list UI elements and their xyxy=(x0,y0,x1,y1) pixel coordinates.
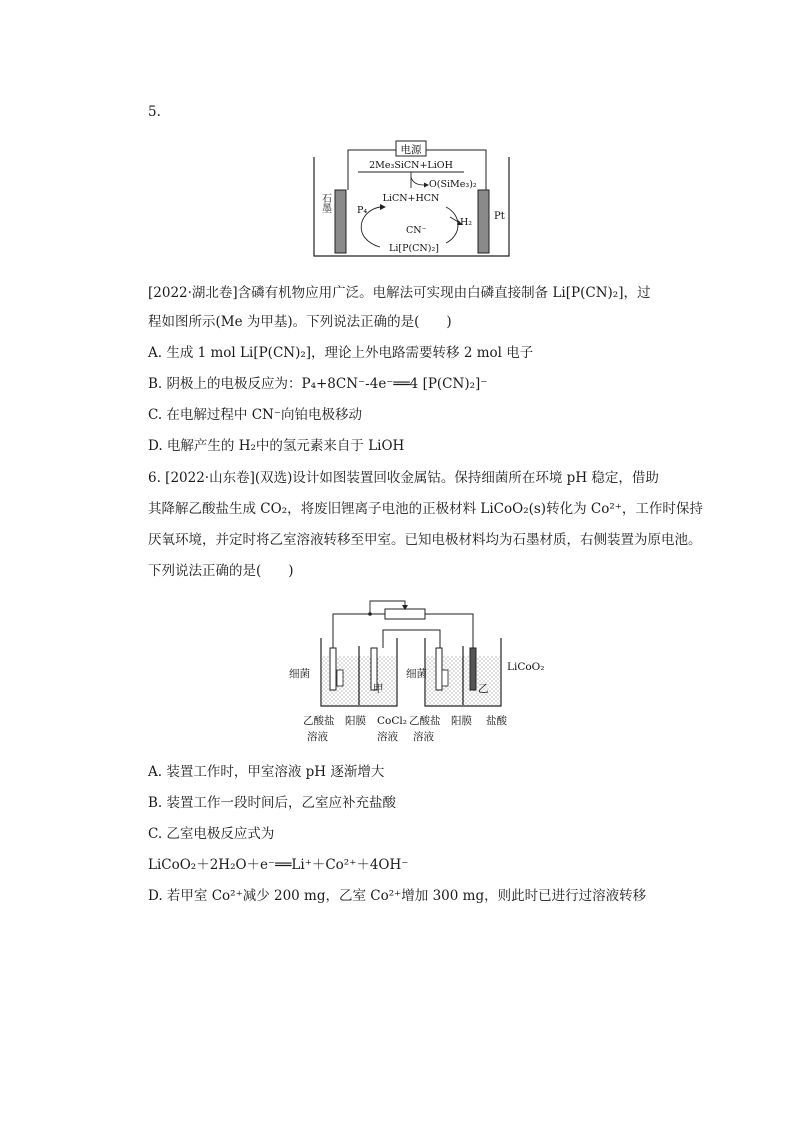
jia-label: 甲 xyxy=(373,683,384,695)
electrolysis-figure xyxy=(300,135,522,261)
q5-option-b: B. 阴极上的电极反应为：P₄+8CN⁻-4e⁻══4 [P(CN)₂]⁻ xyxy=(148,376,488,392)
left-anode xyxy=(330,648,336,690)
cn-label: CN⁻ xyxy=(406,225,427,236)
intermediate-label: LiCN+HCN xyxy=(382,193,440,204)
yi-label: 乙 xyxy=(478,683,489,695)
graphite-electrode xyxy=(335,190,346,253)
right-cathode xyxy=(470,648,476,690)
right-anode xyxy=(436,648,442,690)
question-5-number: 5. xyxy=(148,104,161,120)
cobalt-recovery-figure xyxy=(285,598,545,748)
q5-option-a: A. 生成 1 mol Li[P(CN)₂]，理论上外电路需要转移 2 mol 电子 xyxy=(148,345,534,361)
cocl2-label-2: 溶液 xyxy=(377,731,398,743)
q6-stem-line-4: 下列说法正确的是( ) xyxy=(148,563,294,579)
q6-option-b: B. 装置工作一段时间后，乙室应补充盐酸 xyxy=(148,795,397,811)
q5-option-c: C. 在电解过程中 CN⁻向铂电极移动 xyxy=(148,407,362,423)
bacteria-right-label: 细菌 xyxy=(406,668,427,680)
left-electrode-label: 石墨 xyxy=(319,193,331,213)
hcl-label: 盐酸 xyxy=(486,715,507,727)
p4-label: P₄ xyxy=(357,205,368,216)
q6-option-d: D. 若甲室 Co²⁺减少 200 mg，乙室 Co²⁺增加 300 mg，则此时已进行过溶液转移 xyxy=(148,888,647,904)
pt-electrode xyxy=(478,190,489,253)
q6-option-c: C. 乙室电极反应式为 xyxy=(148,826,275,842)
membrane-left-label: 阳膜 xyxy=(345,715,366,727)
q6-stem-line-1: 6. [2022·山东卷](双选)设计如图装置回收金属钴。保持细菌所在环境 pH 稳定，借助 xyxy=(148,470,659,486)
resistor xyxy=(385,609,425,619)
acetate-right-label-1: 乙酸盐 xyxy=(409,715,441,727)
q5-stem-line-1: [2022·湖北卷]含磷有机物应用广泛。电解法可实现由白磷直接制备 Li[P(CN)₂]，过 xyxy=(148,285,651,301)
power-label: 电源 xyxy=(400,144,422,156)
q6-option-a: A. 装置工作时，甲室溶液 pH 逐渐增大 xyxy=(148,764,385,780)
product-label: Li[P(CN)₂] xyxy=(389,243,439,254)
h2-label: H₂ xyxy=(460,217,473,228)
licoo2-label: LiCoO₂ xyxy=(507,661,545,673)
acetate-right-label-2: 溶液 xyxy=(413,731,434,743)
q5-stem-line-2: 程如图所示(Me 为甲基)。下列说法正确的是( ) xyxy=(148,314,452,330)
bacteria-left-label: 细菌 xyxy=(289,668,310,680)
acetate-left-label-1: 乙酸盐 xyxy=(303,715,335,727)
q5-option-d: D. 电解产生的 H₂中的氢元素来自于 LiOH xyxy=(148,438,405,454)
q6-stem-line-3: 厌氧环境，并定时将乙室溶液转移至甲室。已知电极材料均为石墨材质，右侧装置为原电池。 xyxy=(148,532,702,548)
reactant-label: 2Me₃SiCN+LiOH xyxy=(369,160,453,171)
q6-option-c-equation: LiCoO₂＋2H₂O＋e⁻══Li⁺＋Co²⁺＋4OH⁻ xyxy=(148,857,409,873)
right-electrode-label: Pt xyxy=(494,211,505,222)
membrane-right-label: 阳膜 xyxy=(451,715,472,727)
q6-stem-line-2: 其降解乙酸盐生成 CO₂，将废旧锂离子电池的正极材料 LiCoO₂(s)转化为 Co²⁺，工作时保持 xyxy=(148,501,703,517)
byproduct-label: O(SiMe₃)₂ xyxy=(429,179,477,190)
acetate-left-label-2: 溶液 xyxy=(307,731,328,743)
cocl2-label-1: CoCl₂ xyxy=(377,715,407,727)
